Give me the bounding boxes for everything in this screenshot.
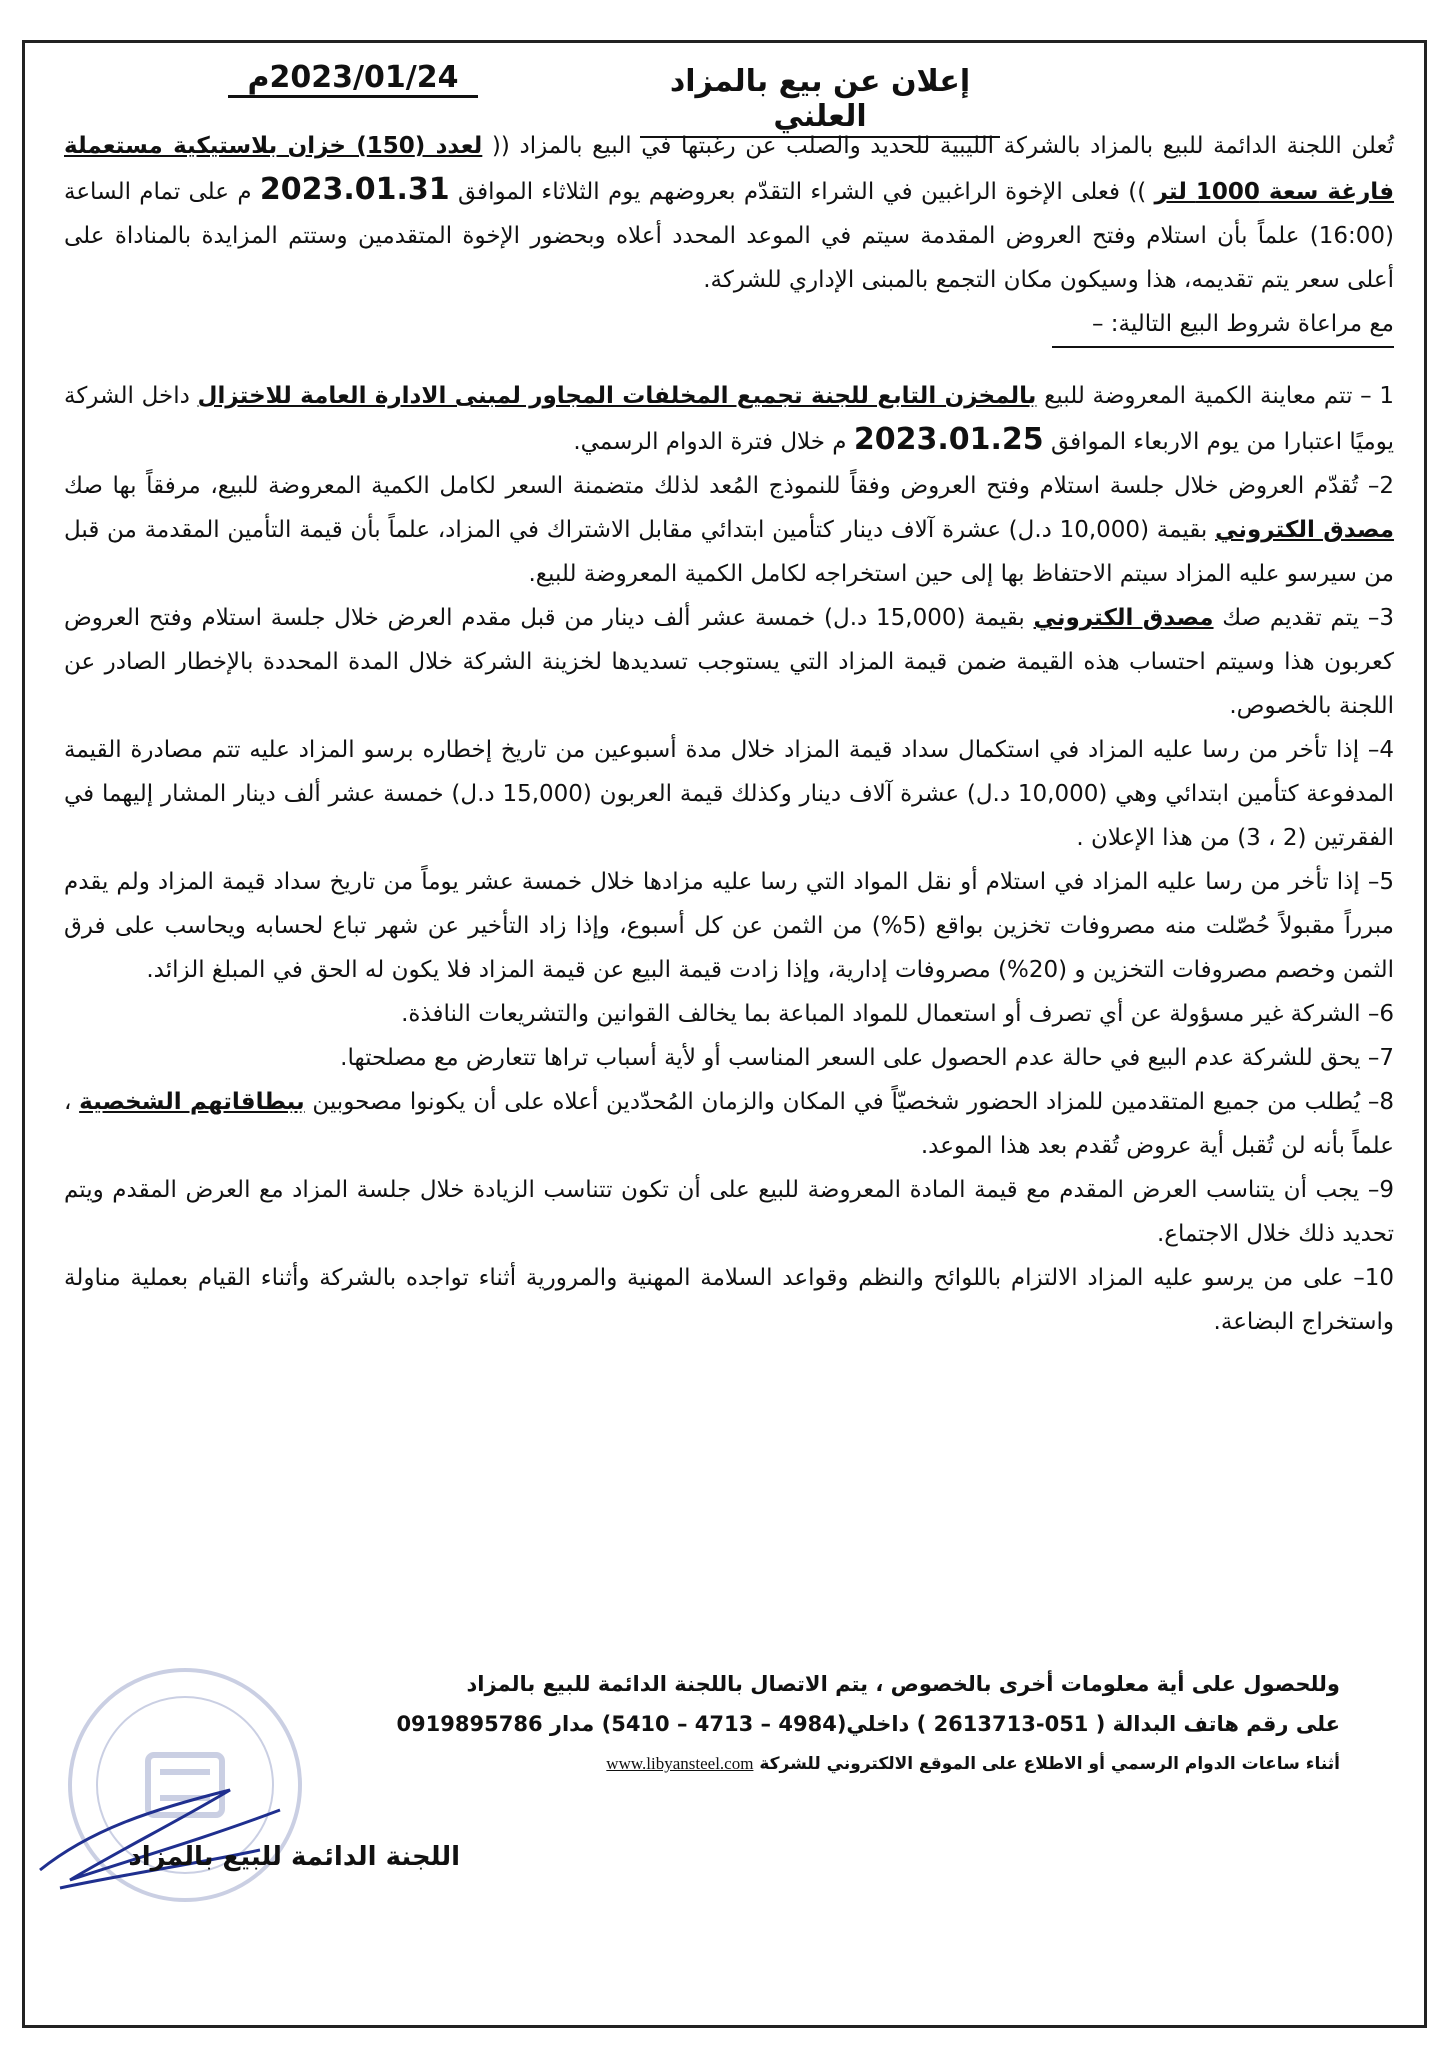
condition-text-a: يحق للشركة عدم البيع في حالة عدم الحصول على السعر المناسب أو لأية أسباب تراها تتعارض مع مصلحتها.: [340, 1045, 1361, 1071]
contact-line-1: وللحصول على أية معلومات أخرى بالخصوص ، يتم الاتصال باللجنة الدائمة للبيع بالمزاد: [466, 1672, 1340, 1696]
condition-number: 4–: [1367, 737, 1395, 763]
condition-text-a: إذا تأخر من رسا عليه المزاد في استلام أو نقل المواد التي رسا عليه مزادها خلال خمسة عشر يوماً من تاريخ سداد قيمة المزاد ولم يقدم مبرراً مقبولاً حُصّلت منه مصروفات تخزين بواقع (5%) من الثمن عن كل أسبوع، وإذا زاد التأخير عن شهر تباع لحسابه ويحاسب على فرق الثمن وخصم مصروفات التخزين و (20%) مصروفات إدارية، وإذا زادت قيمة البيع عن قيمة المزاد فلا يكون له الحق في المبلغ الزائد.: [64, 869, 1395, 983]
website-link[interactable]: www.libyansteel.com: [606, 1754, 754, 1773]
condition-date: 2023.01.25: [853, 422, 1044, 457]
condition-text-a: يجب أن يتناسب العرض المقدم مع قيمة المادة المعروضة للبيع على أن تكون تتناسب الزيادة خلال جلسة المزاد مع العرض المقدم ويتم تحديد ذلك خلال الاجتماع.: [64, 1177, 1394, 1247]
intro-text-b: )) فعلى الإخوة الراغبين في الشراء التقدّم بعروضهم يوم الثلاثاء الموافق: [457, 179, 1147, 205]
contact-line-2: على رقم هاتف البدالة ( 051-2613713 ) داخلي(4984 – 4713 – 5410) مدار 0919895786: [396, 1712, 1340, 1736]
condition-item: [64, 1256, 1394, 1344]
condition-bold: مصدق الكتروني: [1033, 605, 1214, 631]
intro-date: 2023.01.31: [259, 172, 450, 207]
condition-number: 10–: [1353, 1265, 1394, 1291]
announcement-body: [64, 124, 1394, 1344]
condition-text-b: بقيمة (10,000 د.ل) عشرة آلاف دينار كتأمين ابتدائي مقابل الاشتراك في المزاد، علماً بأن قيمة التأمين المقدمة من قبل من سيرسو عليه المزاد سيتم الاحتفاظ بها إلى حين استخراجه لكامل الكمية المعروضة للبيع.: [64, 517, 1394, 587]
condition-number: 8–: [1367, 1089, 1394, 1115]
condition-item: [64, 596, 1394, 728]
condition-text-a: يُطلب من جميع المتقدمين للمزاد الحضور شخصيّاً في المكان والزمان المُحدّدين أعلاه على أن يكونوا مصحوبين: [312, 1089, 1361, 1115]
condition-number: 6–: [1367, 1001, 1394, 1027]
condition-text-a: على من يرسو عليه المزاد الالتزام باللوائح والنظم وقواعد السلامة المهنية والمرورية أثناء تواجده بالشركة وأثناء القيام بعملية مناولة واستخراج البضاعة.: [64, 1265, 1394, 1335]
intro-text-a: تُعلن اللجنة الدائمة للبيع بالمزاد بالشركة الليبية للحديد والصلب عن رغبتها في البيع بالمزاد ((: [491, 133, 1394, 159]
condition-item: [64, 1036, 1394, 1080]
contact-info: [80, 1664, 1340, 1784]
announcement-title: إعلان عن بيع بالمزاد العلني: [640, 64, 1000, 138]
condition-bold: بالمخزن التابع للجنة تجميع المخلفات المجاور لمبنى الادارة العامة للاختزال: [197, 383, 1037, 409]
condition-number: 1 –: [1360, 383, 1394, 409]
condition-text-a: يتم تقديم صك: [1222, 605, 1360, 631]
condition-bold: مصدق الكتروني: [1215, 517, 1394, 543]
signature: [30, 1770, 300, 1900]
condition-text-b: داخل الشركة يوميًا اعتبارا من يوم الاربعاء الموافق: [64, 383, 1394, 455]
intro-lot: لعدد (150) خزان بلاستيكية مستعملة فارغة سعة 1000 لتر: [64, 133, 1395, 205]
condition-item: [64, 860, 1394, 992]
condition-text-b: بقيمة (15,000 د.ل) خمسة عشر ألف دينار من قبل مقدم العرض خلال جلسة استلام وفتح العروض كعربون هذا وسيتم احتساب هذه القيمة ضمن قيمة المزاد التي يستوجب تسديدها لخزينة الشركة خلال المدة المحددة بالإخطار الصادر عن اللجنة بالخصوص.: [64, 605, 1394, 719]
intro-text-c: م على تمام الساعة (16:00) علماً بأن استلام وفتح العروض المقدمة سيتم في الموعد المحدد أعلاه وبحضور الإخوة المتقدمين وستتم المزايدة بالمناداة على أعلى سعر يتم تقديمه، هذا وسيكون مكان التجمع بالمبنى الإداري للشركة.: [64, 179, 1394, 293]
condition-number: 7–: [1367, 1045, 1394, 1071]
condition-text-a: تتم معاينة الكمية المعروضة للبيع: [1044, 383, 1353, 409]
condition-text-b: ، علماً بأنه لن تُقبل أية عروض تُقدم بعد هذا الموعد.: [64, 1089, 1394, 1159]
condition-item: [64, 464, 1394, 596]
condition-item: [64, 992, 1394, 1036]
condition-item: [64, 374, 1394, 464]
intro-paragraph: [64, 124, 1394, 302]
condition-text-a: إذا تأخر من رسا عليه المزاد في استكمال سداد قيمة المزاد خلال مدة أسبوعين من تاريخ إخطاره برسو المزاد عليه تتم مصادرة القيمة المدفوعة كتأمين ابتدائي وهي (10,000 د.ل) عشرة آلاف دينار وكذلك قيمة العربون (15,000 د.ل) خمسة عشر ألف دينار المشار إليهما في الفقرتين (2 ، 3) من هذا الإعلان .: [64, 737, 1394, 851]
conditions-list: [64, 374, 1394, 1344]
conditions-heading: مع مراعاة شروط البيع التالية: –: [1052, 302, 1394, 348]
condition-number: 3–: [1367, 605, 1394, 631]
condition-number: 5–: [1367, 869, 1394, 895]
condition-text-a: تُقدّم العروض خلال جلسة استلام وفتح العروض وفقاً للنموذج المُعد لذلك متضمنة السعر لكامل الكمية المعروضة للبيع، مرفقاً بها صك: [64, 473, 1359, 499]
contact-line-3: أثناء ساعات الدوام الرسمي أو الاطلاع على الموقع الالكتروني للشركة: [759, 1754, 1340, 1774]
condition-text-a: الشركة غير مسؤولة عن أي تصرف أو استعمال للمواد المباعة بما يخالف القوانين والتشريعات النافذة.: [401, 1001, 1361, 1027]
condition-text-c: م خلال فترة الدوام الرسمي.: [573, 429, 847, 455]
condition-bold: ببطاقاتهم الشخصية: [79, 1089, 305, 1115]
condition-number: 9–: [1367, 1177, 1395, 1203]
committee-name: اللجنة الدائمة للبيع بالمزاد: [128, 1842, 460, 1872]
announcement-date: 2023/01/24م: [228, 60, 478, 98]
condition-item: [64, 728, 1394, 860]
condition-number: 2–: [1367, 473, 1394, 499]
condition-item: [64, 1168, 1394, 1256]
condition-item: [64, 1080, 1394, 1168]
